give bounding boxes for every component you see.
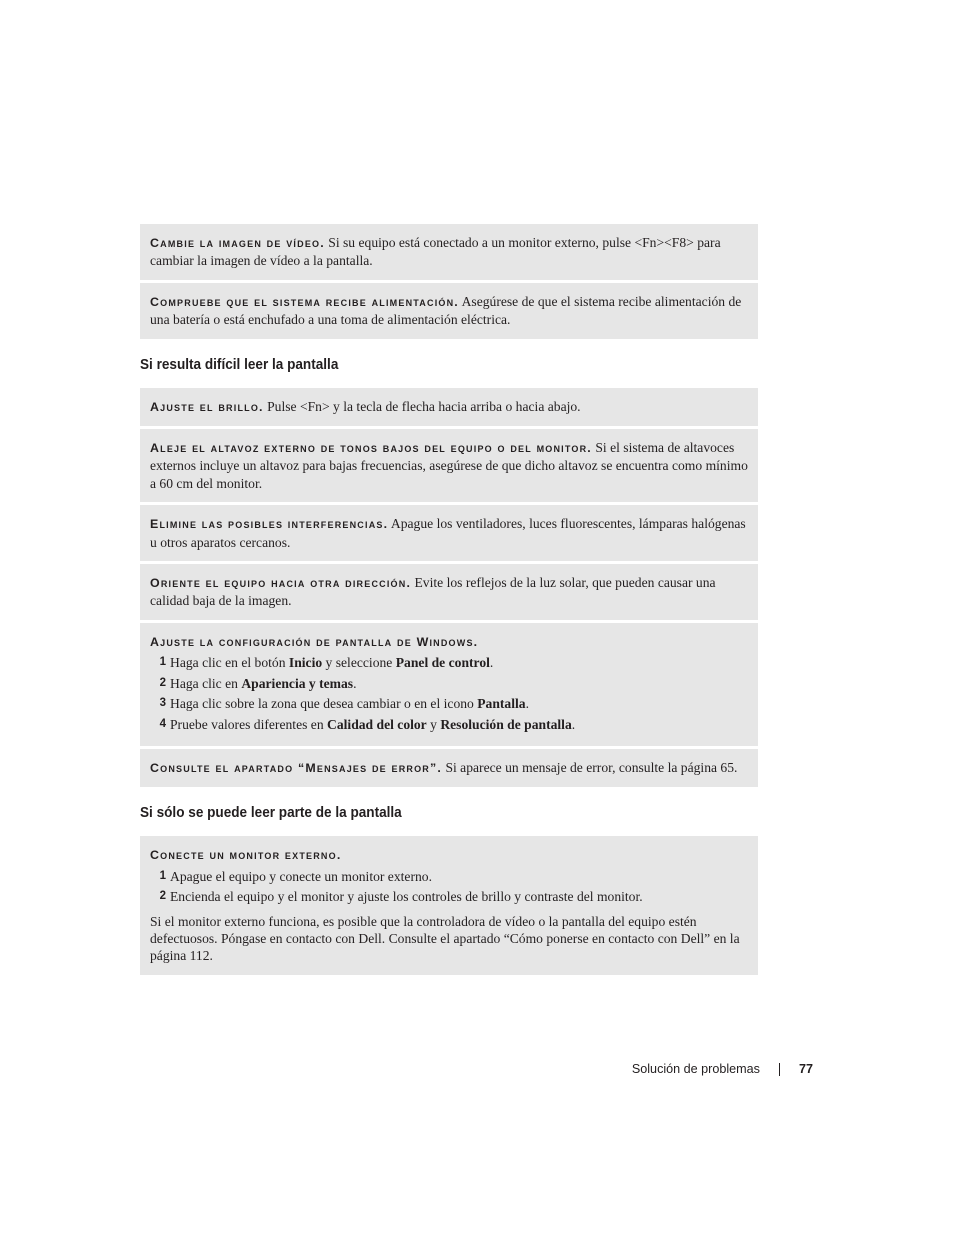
tip-lead: Elimine las posibles interferencias. [150, 517, 389, 532]
tip-lead: Compruebe que el sistema recibe alimentación. [150, 294, 459, 309]
step-text: Haga clic en Apariencia y temas. [170, 675, 357, 691]
tip-box-check-power [140, 283, 758, 339]
footer-section-title: Solución de problemas [631, 1062, 760, 1076]
tip-lead: Consulte el apartado “Mensajes de error”. [150, 760, 443, 775]
tip-box-orientation [140, 564, 758, 620]
page-number: 77 [798, 1062, 813, 1076]
step-number: 2 [159, 890, 166, 903]
step-number: 3 [159, 697, 166, 710]
tip-box-error-messages [140, 749, 758, 787]
step-text: Haga clic sobre la zona que desea cambiar o en el icono Pantalla. [170, 696, 529, 712]
tip-box-external-monitor [140, 836, 758, 974]
step-number: 4 [159, 717, 166, 730]
note-paragraph: Si el monitor externo funciona, es posible que la controladora de vídeo o la pantalla del equipo estén defectuosos. Póngase en contacto con Dell. Consulte el apartado “Cómo ponerse en contacto con Dell” en la página 112. [150, 913, 740, 964]
section-heading-hard-to-read: Si resulta difícil leer la pantalla [140, 356, 339, 373]
footer-divider [779, 1063, 780, 1076]
steps-list [150, 654, 748, 733]
tip-box-subwoofer [140, 429, 758, 502]
tip-lead: Ajuste el brillo. [150, 399, 264, 414]
tip-lead: Oriente el equipo hacia otra dirección. [150, 576, 412, 591]
tip-text: Asegúrese de que el sistema recibe alimentación de una batería o está enchufado a una toma de alimentación eléctrica. [150, 293, 742, 328]
page-content [140, 224, 758, 978]
list-item [150, 654, 748, 671]
tip-lead: Ajuste la configuración de pantalla de Windows. [150, 634, 479, 649]
tip-lead: Conecte un monitor externo. [150, 848, 342, 863]
list-item [150, 888, 748, 905]
step-number: 1 [159, 656, 166, 669]
tip-text: Evite los reflejos de la luz solar, que pueden causar una calidad baja de la imagen. [150, 575, 716, 609]
list-item [150, 675, 748, 692]
section-heading-partial-display: Si sólo se puede leer parte de la pantalla [140, 805, 402, 822]
tip-text: Si el sistema de altavoces externos incluye un altavoz para bajas frecuencias, asegúrese de que dicho altavoz se encuentra como mínimo a 60 cm del monitor. [150, 440, 748, 491]
tip-text: Si aparece un mensaje de error, consulte la página 65. [442, 759, 738, 775]
tip-lead: Cambie la imagen de vídeo. [150, 236, 325, 250]
step-text: Encienda el equipo y el monitor y ajuste los controles de brillo y contraste del monitor. [170, 889, 643, 905]
tip-box-change-video [140, 224, 758, 280]
step-number: 2 [159, 676, 166, 689]
tip-lead: Aleje el altavoz externo de tonos bajos del equipo o del monitor. [150, 441, 592, 456]
list-item [150, 695, 748, 712]
tip-box-brightness [140, 388, 758, 426]
step-text: Pruebe valores diferentes en Calidad del color y Resolución de pantalla. [170, 716, 576, 732]
step-text: Haga clic en el botón Inicio y seleccione Panel de control. [170, 655, 494, 671]
tip-text: Si su equipo está conectado a un monitor externo, pulse <Fn><F8> para cambiar la imagen de vídeo a la pantalla. [150, 235, 721, 269]
tip-text: Apague los ventiladores, luces fluorescentes, lámparas halógenas u otros aparatos cercanos. [150, 516, 746, 550]
tip-box-windows-settings [140, 623, 758, 746]
step-text: Apague el equipo y conecte un monitor externo. [170, 868, 432, 884]
page-footer [632, 1062, 813, 1076]
steps-list [150, 868, 748, 906]
list-item [150, 716, 748, 733]
tip-box-interference [140, 505, 758, 561]
tip-text: Pulse <Fn> y la tecla de flecha hacia arriba o hacia abajo. [263, 398, 581, 414]
list-item [150, 868, 748, 885]
step-number: 1 [159, 869, 166, 882]
